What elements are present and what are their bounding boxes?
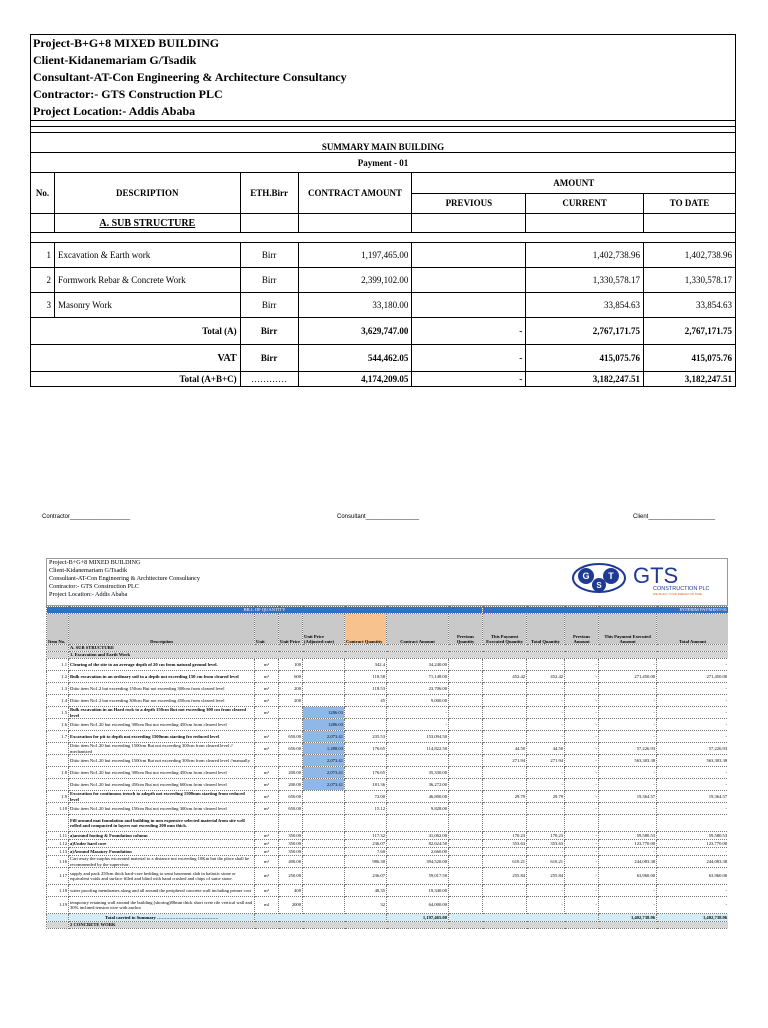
logo-tagline: WE BUILD YOUR DREAM ON TIME <box>653 592 702 596</box>
table-row: 1.18 water proofing membranes along and all around the peripheral concrete wall including primer cost m² 400 48.35 19,340.00 - - - - <box>47 885 729 897</box>
contractor-line: Contractor:- GTS Construction PLC <box>31 86 736 103</box>
boq-project-line: Project-B+G+8 MIXED BUILDING <box>49 559 141 566</box>
client-line: Client-Kidanemariam G/Tsadik <box>31 52 736 69</box>
bill-of-quantity-label: BILL OF QUANTITY <box>47 607 483 614</box>
col-currency: ETH.Birr <box>240 173 298 214</box>
col-amount: AMOUNT <box>412 173 736 194</box>
summary-row: 3 Masonry Work Birr 33,180.00 33,854.63 33,854.63 <box>31 293 736 318</box>
table-row: Ditto item No1.20 but exceeding 1500cm But not exceeding 300cm from cleared level //manually 2,073.41 271.94 271.94 - 563,303.38 563,303.38 <box>47 755 729 767</box>
table-row: 1.17 supply and pack 250cm thick hard-core bedding to semi basement slab in balastic stone or equivalent voids and surface filled and blind with hand crushed and chips of same stone. m² 250.00 236.07 59,017.50 255.84 255.84 - 63,960.00 63,960.00 <box>47 868 729 885</box>
col-current: CURRENT <box>526 193 644 214</box>
table-row: 1.16 Cart away the surplus excavated material to a distance not exceeding 10Km but the place shall be recommended by the supervisor. m³ 400.00 986.30 394,520.00 610.21 610.21 - 244,083.38 244,083.38 <box>47 856 729 868</box>
col-contract-amount: CONTRACT AMOUNT <box>298 173 412 214</box>
boq-client-line: Client-Kidanemariam G/Tsadik <box>49 567 128 574</box>
gts-logo <box>571 561 721 597</box>
summary-title: SUMMARY MAIN BUILDING <box>31 133 736 153</box>
table-row: Fill around mat foundation and building in non expensive selected material from site well rolled and compacted in layers not exceeding 200 mm thick. <box>47 815 729 832</box>
boq-header <box>46 558 728 606</box>
table-row: 1.7 Excavation for pit to depth not exceeding 1500mm starting fro reduced level m³ 650.00 2,073.41 235.53 153,094.50 - - - - <box>47 731 729 743</box>
total-abc-row: Total (A+B+C) ………… 4,174,209.05 - 3,182,247.51 3,182,247.51 <box>31 372 736 387</box>
summary-row: 1 Excavation & Earth work Birr 1,197,465.00 1,402,738.96 1,402,738.96 <box>31 243 736 268</box>
table-row: 1.12 a)Under hard core m³ 350.00 236.07 82,624.50 353.63 353.63 - 123,770.00 123,770.00 <box>47 840 729 848</box>
interim-payment-label: INTERIM PAYMENT-01 <box>483 607 728 614</box>
boq-consultant-line: Consultant-AT-Con Engineering & Architecture Consultancy <box>49 575 200 582</box>
col-previous: PREVIOUS <box>412 193 526 214</box>
boq-contractor-line: Contractor:- GTS Construction PLC <box>49 583 139 590</box>
contractor-signature: Contractor__________________ <box>42 514 131 520</box>
boq-location-line: Project Location:- Addis Ababa <box>49 591 128 598</box>
location-line: Project Location:- Addis Ababa <box>31 103 736 121</box>
boq-section-main: A. SUB STRUCTURE <box>69 645 729 652</box>
logo-letter-g: G <box>582 571 590 581</box>
table-row: 1.6 Ditto item No1.20 but exceeding 300cm But not exceeding 450cm from cleared level 1286.03 - - - - - <box>47 719 729 731</box>
table-row: 1.9 Excavation for continuous trench to adepth not exceeding 1500mm starting from reduced level m³ 650.00 72.00 46,800.00 29.79 29.79 - 19,364.57 19,364.57 <box>47 791 729 803</box>
table-row: 1.1 Clearing of the site to an average depth of 20 cm from natural ground level. m² 100 342.4 34,240.00 - - - - <box>47 659 729 671</box>
total-a-row: Total (A) Birr 3,629,747.00 - 2,767,171.75 2,767,171.75 <box>31 318 736 345</box>
vat-row: VAT Birr 544,462.05 - 415,075.76 415,075.76 <box>31 345 736 372</box>
section-sub-structure: A. SUB STRUCTURE <box>54 214 240 233</box>
signature-line <box>0 514 768 526</box>
col-description: DESCRIPTION <box>54 173 240 214</box>
table-row: 1.8 Ditto item No1.20 but exceeding 300cm But not exceeding 450cm from cleared level m³ 200.00 2,073.41 176.65 35,330.00 - - - - <box>47 767 729 779</box>
table-row: Ditto item No1.20 but exceeding 1500cm But not exceeding 300cm from cleared level // mechanized m³ 650.00 1,288.03 176.65 114,822.50 44.50 44.50 - 57,226.93 57,226.93 <box>47 743 729 755</box>
boq-next-section: 2 CONCRETE WORK <box>47 922 729 929</box>
logo-sub: CONSTRUCTION PLC <box>653 586 710 592</box>
boq-table <box>46 606 728 929</box>
summary-table <box>30 34 736 387</box>
table-row: 1.2 Bulk excavation in an ordinary soil to a depth not exceeding 150 cm from cleared level m³ 600 118.58 71,148.00 452.42 452.42 - 271,450.00 271,450.00 <box>47 671 729 683</box>
logo-letter-t: T <box>608 571 614 581</box>
boq-sheet <box>46 558 728 1028</box>
table-row: 1.10 Ditto item No1.20 but exceeding 150cm But not exceeding 300cm from cleared level m³ 650.00 15.12 9,828.00 - - - - <box>47 803 729 815</box>
table-row: 1.5 Bulk excavation in an Hard rock to a depth 150cm But not exceeding 300 cm from cleared level m³ 1286.03 - - - - - <box>47 707 729 719</box>
logo-letter-s: S <box>596 581 602 590</box>
boq-section-sub: 1. Excavation and Earth Work <box>69 652 729 659</box>
boq-column-headers: Item No. Description Unit Unit Price Unit Price (Adjusted rate) Contract Quantity Contract Amount Previous Quantity This Payment Executed Quantity Total Quantity Previous Amount This Payment Executed Amount Total Amount <box>47 614 729 645</box>
table-row: Ditto item No1.20 but exceeding 450cm But not exceeding 600cm from cleared level m³ 200.00 2,073.41 181.36 36,272.00 - - - - <box>47 779 729 791</box>
table-row: 1.3 Ditto item No1.2 but exceeding 150cm But not exceeding 300cm from cleared level m³ 200 118.53 23,706.00 - - - - <box>47 683 729 695</box>
logo-name: GTS <box>633 563 679 588</box>
summary-row: 2 Formwork Rebar & Concrete Work Birr 2,399,102.00 1,330,578.17 1,330,578.17 <box>31 268 736 293</box>
boq-total-row: Total carried to Summary …………………………………. 1,197,465.00 1,402,738.96 1,402,738.96 <box>47 914 729 922</box>
table-row: 1.4 Ditto item No1.2 but exceeding 300cm But not exceeding 450cm from cleared level m³ 200 45 9,000.00 - - - - <box>47 695 729 707</box>
project-line: Project-B+G+8 MIXED BUILDING <box>31 35 736 53</box>
col-no: No. <box>31 173 55 214</box>
consultant-signature: Consultant________________ <box>337 514 420 520</box>
table-row: 1.11 a)around footing & Foundation column m³ 350.00 117.32 41,062.00 170.23 170.23 - 59,580.53 59,580.53 <box>47 832 729 840</box>
consultant-line: Consultant-AT-Con Engineering & Architecture Consultancy <box>31 69 736 86</box>
client-signature: Client____________________ <box>633 514 716 520</box>
table-row: 1.13 a)Around Masonry Foundation m³ 350.00 7.60 2,660.00 - - - - <box>47 848 729 856</box>
table-row: 1.19 temporary retaining wall around the building (shoring)80mm thick short crete rile vertical wall and 30% inclined tension wire with anchor ml 2000 32 64,000.00 - - - - <box>47 897 729 914</box>
payment-label: Payment - 01 <box>31 153 736 173</box>
col-to-date: TO DATE <box>644 193 736 214</box>
